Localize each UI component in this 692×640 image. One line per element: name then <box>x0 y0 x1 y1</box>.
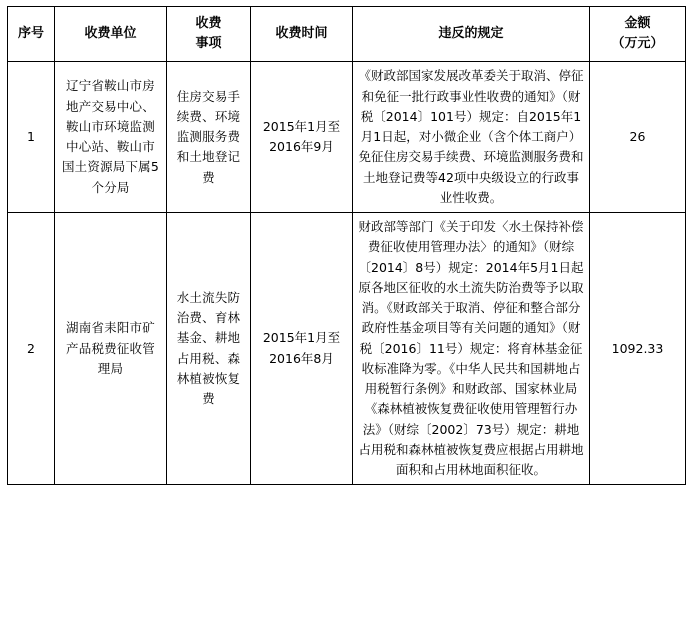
cell-rule: 《财政部国家发展改革委关于取消、停征和免征一批行政事业性收费的通知》（财税〔2014〕101号）规定：自2015年1月1日起，对小微企业（含个体工商户）免征住房交易手续费、环境监测服务费和土地登记费等42项中央级设立的行政事业性收费。 <box>353 62 590 213</box>
column-header-unit-line1: 收费单位 <box>84 26 137 42</box>
table-row <box>8 62 686 213</box>
column-header-item-line1: 收费 <box>195 16 222 31</box>
table-header-row <box>8 7 686 62</box>
column-header-no <box>8 7 55 62</box>
cell-no: 1 <box>8 62 55 213</box>
cell-time: 2015年1月至2016年8月 <box>251 213 353 485</box>
column-header-rule <box>353 7 590 62</box>
column-header-time-line1: 收费时间 <box>275 26 328 42</box>
cell-amount: 1092.33 <box>590 213 686 485</box>
cell-unit: 湖南省耒阳市矿产品税费征收管理局 <box>55 213 167 485</box>
column-header-rule-line1: 违反的规定 <box>438 26 504 42</box>
cell-item: 水土流失防治费、育林基金、耕地占用税、森林植被恢复费 <box>167 213 251 485</box>
cell-rule: 财政部等部门《关于印发〈水土保持补偿费征收使用管理办法〉的通知》（财综〔2014〕8号）规定：2014年5月1日起原各地区征收的水土流失防治费等予以取消。《财政部关于取消、停征和整合部分政府性基金项目等有关问题的通知》（财税〔2016〕11号）规定：将育林基金征收标准降为零。《中华人民共和国耕地占用税暂行条例》和财政部、国家林业局《森林植被恢复费征收使用管理暂行办法》（财综〔2002〕73号）规定：耕地占用税和森林植被恢复费应根据占用耕地面积和占用林地面积征收。 <box>353 213 590 485</box>
cell-time: 2015年1月至2016年9月 <box>251 62 353 213</box>
column-header-amount-line1: 金额 <box>624 16 651 31</box>
cell-unit: 辽宁省鞍山市房地产交易中心、鞍山市环境监测中心站、鞍山市国土资源局下属5个分局 <box>55 62 167 213</box>
column-header-amount <box>590 7 686 62</box>
column-header-item <box>167 7 251 62</box>
cell-no: 2 <box>8 213 55 485</box>
table-row <box>8 213 686 485</box>
cell-item: 住房交易手续费、环境监测服务费和土地登记费 <box>167 62 251 213</box>
cell-amount: 26 <box>590 62 686 213</box>
column-header-unit <box>55 7 167 62</box>
fee-collection-table <box>7 6 686 485</box>
column-header-item-line2: 事项 <box>195 36 222 52</box>
column-header-time <box>251 7 353 62</box>
column-header-no-line1: 序号 <box>17 26 44 42</box>
column-header-amount-line2: （万元） <box>611 36 664 52</box>
